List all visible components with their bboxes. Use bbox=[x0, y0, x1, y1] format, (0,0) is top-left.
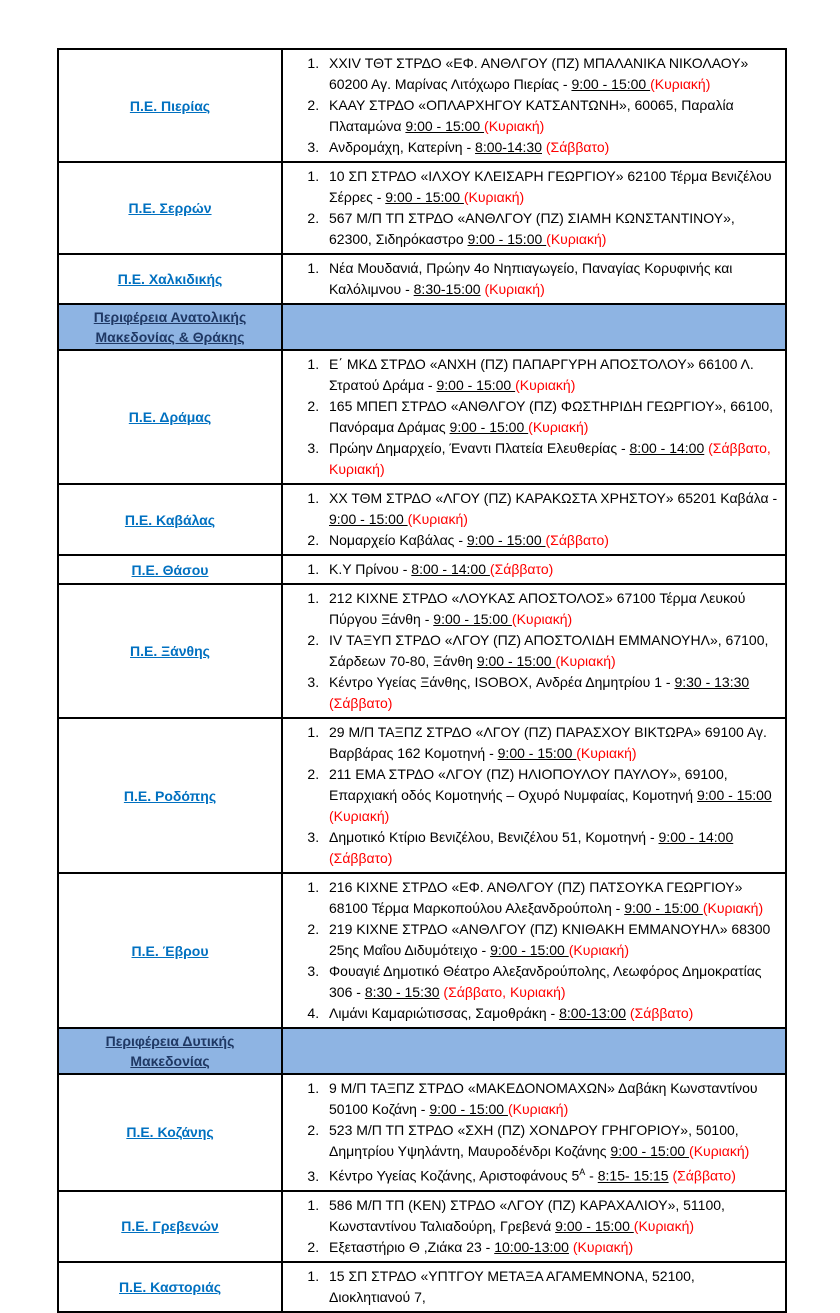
site-text: 211 ΕΜΑ ΣΤΡΔΟ «ΛΓΟΥ (ΠΖ) ΗΛΙΟΠΟΥΛΟΥ ΠΑΥΛΟΥ», 69100, Επαρχιακή οδός Κομοτηνής – Οχυρό Νυμφαίας, Κομοτηνή bbox=[329, 766, 728, 803]
region-link[interactable]: Π.Ε. Χαλκιδικής bbox=[117, 271, 223, 287]
site-list-item bbox=[323, 438, 779, 480]
site-text: Κέντρο Υγείας Ξάνθης, ISOBOX, Ανδρέα Δημητρίου 1 - bbox=[329, 674, 675, 690]
region-items-cell bbox=[282, 718, 786, 873]
site-list-item bbox=[323, 588, 779, 630]
site-list-item bbox=[323, 53, 779, 95]
site-list-item bbox=[323, 1162, 779, 1187]
site-text: Ανδρομάχη, Κατερίνη - bbox=[329, 139, 476, 155]
site-text: 15 ΣΠ ΣΤΡΔΟ «ΥΠΤΓΟΥ ΜΕΤΑΞΑ ΑΓΑΜΕΜΝΟΝΑ, 52100, Διοκλητιανού 7, bbox=[329, 1267, 695, 1305]
site-hours: 9:00 - 15:00 bbox=[624, 900, 703, 916]
site-day: (Σάββατο, Κυριακή) bbox=[329, 440, 771, 477]
site-hours: 10:00-13:00 bbox=[494, 1238, 569, 1255]
region-name-cell bbox=[58, 1262, 282, 1312]
site-list bbox=[283, 1195, 779, 1258]
site-day: (Κυριακή) bbox=[633, 1217, 695, 1234]
region-items-cell bbox=[282, 1074, 786, 1191]
site-hours: 8:15- 15:15 bbox=[597, 1167, 669, 1184]
region-name-cell bbox=[58, 162, 282, 254]
site-hours: 9:00 - 15:00 bbox=[436, 377, 516, 393]
site-day: (Σάββατο) bbox=[329, 695, 393, 711]
site-list-item bbox=[323, 1078, 779, 1120]
site-list-item bbox=[323, 208, 779, 250]
site-hours: 9:00 - 15:00 bbox=[555, 1217, 634, 1234]
site-hours: 9:00 - 15:00 bbox=[405, 118, 485, 134]
region-group-label: Περιφέρεια Ανατολικής Μακεδονίας & Θράκης bbox=[93, 309, 247, 345]
region-row bbox=[58, 1262, 786, 1312]
site-list-item bbox=[323, 1266, 779, 1308]
site-list-item bbox=[323, 961, 779, 1003]
region-row bbox=[58, 1191, 786, 1262]
region-row bbox=[58, 254, 786, 304]
site-text: Εξεταστήριο Θ ,Ζιάκα 23 - bbox=[329, 1238, 495, 1255]
region-row bbox=[58, 162, 786, 254]
site-day: (Κυριακή) bbox=[484, 118, 545, 134]
region-link[interactable]: Π.Ε. Δράμας bbox=[128, 409, 212, 425]
site-hours: 9:00 - 14:00 bbox=[658, 829, 734, 845]
site-hours: 9:00 - 15:00 bbox=[571, 76, 651, 92]
site-day: (Κυριακή) bbox=[568, 942, 629, 958]
site-list-item bbox=[323, 764, 779, 827]
site-text: 586 Μ/Π ΤΠ (ΚΕΝ) ΣΤΡΔΟ «ΛΓΟΥ (ΠΖ) ΚΑΡΑΧΑΛΙΟΥ», 51100, Κωνσταντίνου Ταλιαδούρη, Γρεβενά bbox=[329, 1196, 725, 1234]
site-text: 29 Μ/Π ΤΑΞΠΖ ΣΤΡΔΟ «ΛΓΟΥ (ΠΖ) ΠΑΡΑΣΧΟΥ ΒΙΚΤΩΡΑ» 69100 Αγ. Βαρβάρας 162 Κομοτηνή - bbox=[329, 724, 767, 761]
region-name-cell bbox=[58, 254, 282, 304]
site-day: (Κυριακή) bbox=[507, 1101, 569, 1117]
site-list bbox=[283, 53, 779, 158]
region-items-cell bbox=[282, 873, 786, 1028]
site-text: 219 ΚΙΧΝΕ ΣΤΡΔΟ «ΑΝΘΛΓΟΥ (ΠΖ) ΚΝΙΘΑΚΗ ΕΜΜΑΝΟΥΗΛ» 68300 25ης Μαΐου Διδυμότειχο - bbox=[329, 921, 771, 958]
region-link[interactable]: Π.Ε. Κοζάνης bbox=[126, 1124, 214, 1141]
region-name-cell bbox=[58, 484, 282, 555]
region-row bbox=[58, 555, 786, 584]
region-name-cell bbox=[58, 350, 282, 484]
site-day: (Κυριακή) bbox=[555, 653, 616, 669]
site-text: ΧΧ ΤΘΜ ΣΤΡΔΟ «ΛΓΟΥ (ΠΖ) ΚΑΡΑΚΩΣΤΑ ΧΡΗΣΤΟΥ» 65201 Καβάλα - bbox=[329, 490, 778, 506]
site-text: XXIV ΤΘΤ ΣΤΡΔΟ «ΕΦ. ΑΝΘΛΓΟΥ (ΠΖ) ΜΠΑΛΑΝΙΚΑ ΝΙΚΟΛΑΟΥ» 60200 Αγ. Μαρίνας Λιτόχωρο Πιερίας - bbox=[329, 55, 749, 92]
site-hours: 8:30-15:00 bbox=[413, 281, 481, 297]
region-row bbox=[58, 350, 786, 484]
region-items-cell bbox=[282, 49, 786, 162]
vaccination-sites-table bbox=[57, 48, 787, 1313]
region-name-cell bbox=[58, 555, 282, 584]
site-text: Φουαγιέ Δημοτικό Θέατρο Αλεξανδρούπολης, Λεωφόρος Δημοκρατίας 306 - bbox=[329, 963, 762, 1000]
site-day: (Σάββατο) bbox=[542, 139, 610, 155]
site-list-item bbox=[323, 1120, 779, 1162]
region-name-cell bbox=[58, 1191, 282, 1262]
site-day: (Κυριακή) bbox=[515, 377, 576, 393]
site-day: (Κυριακή) bbox=[329, 808, 390, 824]
site-list-item bbox=[323, 919, 779, 961]
site-hours: 9:00 - 15:00 bbox=[329, 511, 408, 527]
site-text: Πρώην Δημαρχείο, Έναντι Πλατεία Ελευθερίας - bbox=[329, 440, 630, 456]
site-list-item bbox=[323, 559, 779, 580]
region-row bbox=[58, 1074, 786, 1191]
site-hours: 8:00-13:00 bbox=[559, 1005, 627, 1021]
site-text: Κέντρο Υγείας Κοζάνης, Αριστοφάνους 5 bbox=[329, 1167, 580, 1184]
site-list-item bbox=[323, 1003, 779, 1024]
site-text: - bbox=[585, 1167, 598, 1184]
site-day: (Κυριακή) bbox=[480, 281, 545, 297]
site-list-item bbox=[323, 488, 779, 530]
site-hours: 9:00 - 15:00 bbox=[449, 419, 529, 435]
region-items-cell bbox=[282, 555, 786, 584]
region-items-cell bbox=[282, 350, 786, 484]
site-hours: 8:00 - 14:00 bbox=[629, 440, 705, 456]
site-list bbox=[283, 877, 779, 1024]
site-list bbox=[283, 258, 779, 300]
site-day: (Κυριακή) bbox=[689, 1143, 750, 1159]
site-text: Λιμάνι Καμαριώτισσας, Σαμοθράκη - bbox=[329, 1005, 560, 1021]
region-group-empty-cell bbox=[282, 1028, 786, 1074]
site-day: (Σάββατο) bbox=[545, 532, 609, 548]
site-text: ΚΑΑΥ ΣΤΡΔΟ «ΟΠΛΑΡΧΗΓΟΥ ΚΑΤΣΑΝΤΩΝΗ», 60065, Παραλία Πλαταμώνα bbox=[329, 97, 734, 134]
site-hours: 8:00 - 14:00 bbox=[411, 561, 490, 577]
region-link[interactable]: Π.Ε. Έβρου bbox=[131, 942, 209, 959]
site-day: (Κυριακή) bbox=[546, 231, 607, 247]
site-list bbox=[283, 1266, 779, 1308]
site-text: 216 ΚΙΧΝΕ ΣΤΡΔΟ «ΕΦ. ΑΝΘΛΓΟΥ (ΠΖ) ΠΑΤΣΟΥΚΑ ΓΕΩΡΓΙΟΥ» 68100 Τέρμα Μαρκοπούλου Αλεξανδρούπολη - bbox=[329, 879, 743, 916]
site-text: 10 ΣΠ ΣΤΡΔΟ «ΙΛΧΟΥ ΚΛΕΙΣΑΡΗ ΓΕΩΡΓΙΟΥ» 62100 Τέρμα Βενιζέλου Σέρρες - bbox=[329, 168, 772, 205]
site-text: Ε΄ ΜΚΔ ΣΤΡΔΟ «ΑΝΧΗ (ΠΖ) ΠΑΠΑΡΓΥΡΗ ΑΠΟΣΤΟΛΟΥ» 66100 Λ. Στρατού Δράμα - bbox=[329, 356, 754, 393]
site-list-item bbox=[323, 354, 779, 396]
region-group-label-cell bbox=[58, 1028, 282, 1074]
site-list bbox=[283, 722, 779, 869]
region-items-cell bbox=[282, 254, 786, 304]
region-link[interactable]: Π.Ε. Γρεβενών bbox=[121, 1218, 219, 1235]
table-body bbox=[58, 49, 786, 1312]
site-list-item bbox=[323, 95, 779, 137]
site-list bbox=[283, 354, 779, 480]
site-list-item bbox=[323, 396, 779, 438]
region-link[interactable]: Π.Ε. Πιερίας bbox=[129, 97, 211, 114]
site-hours: 9:00 - 15:00 bbox=[610, 1143, 690, 1159]
site-hours: 9:00 - 15:00 bbox=[476, 653, 556, 669]
site-hours: 9:00 - 15:00 bbox=[429, 1101, 508, 1117]
site-hours: 9:00 - 15:00 bbox=[696, 787, 772, 803]
site-text: Κ.Υ Πρίνου - bbox=[329, 561, 412, 577]
site-list-item bbox=[323, 1195, 779, 1237]
site-list-item bbox=[323, 1237, 779, 1258]
region-link[interactable]: Π.Ε. Θάσου bbox=[131, 561, 209, 578]
site-list-item bbox=[323, 630, 779, 672]
region-link[interactable]: Π.Ε. Ξάνθης bbox=[130, 643, 210, 659]
region-items-cell bbox=[282, 584, 786, 718]
site-day: (Σάββατο) bbox=[489, 561, 554, 577]
region-link[interactable]: Π.Ε. Καστοριάς bbox=[119, 1278, 221, 1295]
site-day: (Κυριακή) bbox=[528, 419, 589, 435]
site-text: Δημοτικό Κτίριο Βενιζέλου, Βενιζέλου 51, Κομοτηνή - bbox=[329, 829, 659, 845]
region-name-cell bbox=[58, 584, 282, 718]
site-list bbox=[283, 1078, 779, 1187]
site-list-item bbox=[323, 530, 779, 551]
site-text: Νομαρχείο Καβάλας - bbox=[329, 532, 467, 548]
region-row bbox=[58, 718, 786, 873]
site-list-item bbox=[323, 137, 779, 158]
site-text: 523 Μ/Π ΤΠ ΣΤΡΔΟ «ΣΧΗ (ΠΖ) ΧΟΝΔΡΟΥ ΓΡΗΓΟΡΙΟΥ», 50100, Δημητρίου Υψηλάντη, Μαυροδένδρι Κοζάνης bbox=[329, 1122, 739, 1159]
region-group-empty-cell bbox=[282, 304, 786, 350]
site-hours: 9:30 - 13:30 bbox=[674, 674, 750, 690]
site-day: (Σάββατο, Κυριακή) bbox=[439, 984, 566, 1000]
site-list bbox=[283, 166, 779, 250]
site-list-item bbox=[323, 722, 779, 764]
site-hours: 9:00 - 15:00 bbox=[490, 942, 569, 958]
region-name-cell bbox=[58, 873, 282, 1028]
site-day: (Σάββατο) bbox=[668, 1167, 736, 1184]
region-name-cell bbox=[58, 49, 282, 162]
site-day: (Σάββατο) bbox=[626, 1005, 694, 1021]
region-link[interactable]: Π.Ε. Καβάλας bbox=[124, 511, 216, 528]
site-day: (Κυριακή) bbox=[576, 745, 637, 761]
site-list-item bbox=[323, 877, 779, 919]
region-items-cell bbox=[282, 162, 786, 254]
region-name-cell bbox=[58, 1074, 282, 1191]
site-hours: 9:00 - 15:00 bbox=[497, 745, 577, 761]
site-hours: 9:00 - 15:00 bbox=[467, 231, 547, 247]
site-hours: 8:00-14:30 bbox=[475, 139, 542, 155]
site-hours: 8:30 - 15:30 bbox=[364, 984, 440, 1000]
site-day: (Κυριακή) bbox=[511, 611, 573, 627]
site-list-item bbox=[323, 258, 779, 300]
region-items-cell bbox=[282, 484, 786, 555]
region-row bbox=[58, 584, 786, 718]
region-group-header-row bbox=[58, 304, 786, 350]
site-list-item bbox=[323, 166, 779, 208]
region-group-label-cell bbox=[58, 304, 282, 350]
region-link[interactable]: Π.Ε. Ροδόπης bbox=[123, 787, 217, 804]
site-day: (Κυριακή) bbox=[407, 511, 468, 527]
site-text: 165 ΜΠΕΠ ΣΤΡΔΟ «ΑΝΘΛΓΟΥ (ΠΖ) ΦΩΣΤΗΡΙΔΗ ΓΕΩΡΓΙΟΥ», 66100, Πανόραμα Δράμας bbox=[329, 398, 774, 435]
site-day: (Κυριακή) bbox=[702, 900, 764, 916]
region-group-label: Περιφέρεια Δυτικής Μακεδονίας bbox=[105, 1033, 235, 1069]
region-row bbox=[58, 484, 786, 555]
site-text: 567 Μ/Π ΤΠ ΣΤΡΔΟ «ΑΝΘΛΓΟΥ (ΠΖ) ΣΙΑΜΗ ΚΩΝΣΤΑΝΤΙΝΟΥ», 62300, Σιδηρόκαστρο bbox=[329, 210, 735, 247]
region-name-cell bbox=[58, 718, 282, 873]
site-day: (Κυριακή) bbox=[463, 189, 525, 205]
site-hours: 9:00 - 15:00 bbox=[466, 532, 546, 548]
site-hours: 9:00 - 15:00 bbox=[385, 189, 464, 205]
site-list-item bbox=[323, 827, 779, 869]
site-hours: 9:00 - 15:00 bbox=[433, 611, 512, 627]
site-day: (Σάββατο) bbox=[329, 850, 393, 866]
site-text: IV ΤΑΞΥΠ ΣΤΡΔΟ «ΛΓΟΥ (ΠΖ) ΑΠΟΣΤΟΛΙΔΗ ΕΜΜΑΝΟΥΗΛ», 67100, Σάρδεων 70-80, Ξάνθη bbox=[329, 632, 769, 669]
site-day: (Κυριακή) bbox=[650, 76, 711, 92]
site-list-item bbox=[323, 672, 779, 714]
site-text: 212 ΚΙΧΝΕ ΣΤΡΔΟ «ΛΟΥΚΑΣ ΑΠΟΣΤΟΛΟΣ» 67100 Τέρμα Λευκού Πύργου Ξάνθη - bbox=[329, 590, 746, 627]
site-text: Νέα Μουδανιά, Πρώην 4ο Νηπιαγωγείο, Παναγίας Κορυφινής και Καλόλιμνου - bbox=[329, 260, 733, 297]
region-group-header-row bbox=[58, 1028, 786, 1074]
site-list bbox=[283, 559, 779, 580]
region-link[interactable]: Π.Ε. Σερρών bbox=[128, 200, 212, 216]
site-list bbox=[283, 588, 779, 714]
site-list bbox=[283, 488, 779, 551]
region-items-cell bbox=[282, 1191, 786, 1262]
site-text: 9 Μ/Π ΤΑΞΠΖ ΣΤΡΔΟ «ΜΑΚΕΔΟΝΟΜΑΧΩΝ» Δαβάκη Κωνσταντίνου 50100 Κοζάνη - bbox=[329, 1080, 758, 1117]
superscript-letter: Α bbox=[579, 1167, 586, 1177]
site-day: (Κυριακή) bbox=[568, 1238, 634, 1255]
region-row bbox=[58, 873, 786, 1028]
region-items-cell bbox=[282, 1262, 786, 1312]
region-row bbox=[58, 49, 786, 162]
